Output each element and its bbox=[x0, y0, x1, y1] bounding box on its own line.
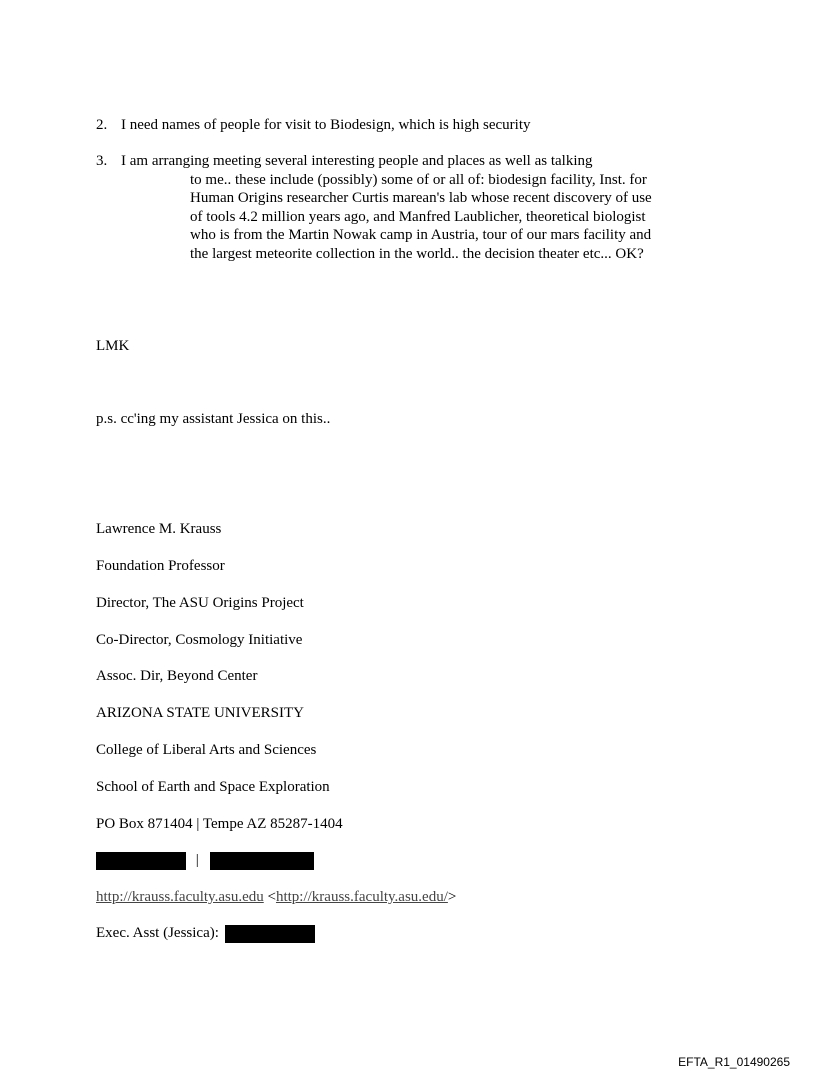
url-open-bracket: < bbox=[263, 889, 276, 905]
url-close-bracket: > bbox=[447, 889, 457, 905]
signature-assistant-line bbox=[96, 924, 315, 943]
redaction-block bbox=[210, 852, 314, 870]
list-item-2 bbox=[96, 116, 656, 135]
signature-name: Lawrence M. Krauss bbox=[96, 521, 222, 537]
redaction-block bbox=[225, 925, 315, 943]
signature-university: ARIZONA STATE UNIVERSITY bbox=[96, 705, 304, 721]
signature-title-foundation: Foundation Professor bbox=[96, 558, 225, 574]
postscript-text: p.s. cc'ing my assistant Jessica on this.. bbox=[96, 411, 331, 427]
list-item-continuation: to me.. these include (possibly) some of or all of: biodesign facility, Inst. for Human Origins researcher Curtis marean's lab whose recent discovery of use of tools 4.2 million years ago, and Manfred Laublicher, theoretical biologist who is from the Martin Nowak camp in Austria, tour of our mars facility and the largest meteorite collection in the world.. the decision theater etc... OK? bbox=[190, 171, 652, 262]
signature-title-assoc: Assoc. Dir, Beyond Center bbox=[96, 668, 258, 684]
signature-college: College of Liberal Arts and Sciences bbox=[96, 742, 317, 758]
list-item-number: 3. bbox=[96, 153, 108, 169]
signature-phone-line bbox=[96, 851, 314, 870]
list-item-3 bbox=[96, 152, 656, 263]
signature-title-codirector: Co-Director, Cosmology Initiative bbox=[96, 632, 303, 648]
faculty-website-link-bracketed[interactable]: http://krauss.faculty.asu.edu/ bbox=[275, 889, 448, 905]
signature-url-line bbox=[96, 888, 456, 906]
document-id-footer: EFTA_R1_01490265 bbox=[678, 1055, 790, 1069]
signature-address: PO Box 871404 | Tempe AZ 85287-1404 bbox=[96, 816, 343, 832]
assistant-label: Exec. Asst (Jessica): bbox=[96, 925, 219, 941]
lmk-text: LMK bbox=[96, 338, 130, 354]
redaction-block bbox=[96, 852, 186, 870]
list-item-text: I am arranging meeting several interesting people and places as well as talking bbox=[121, 153, 593, 169]
signature-school: School of Earth and Space Exploration bbox=[96, 779, 330, 795]
signature-title-director: Director, The ASU Origins Project bbox=[96, 595, 304, 611]
list-item-text: I need names of people for visit to Biodesign, which is high security bbox=[121, 117, 531, 133]
faculty-website-link[interactable]: http://krauss.faculty.asu.edu bbox=[96, 889, 264, 905]
list-item-number: 2. bbox=[96, 117, 108, 133]
phone-separator: | bbox=[195, 852, 199, 868]
